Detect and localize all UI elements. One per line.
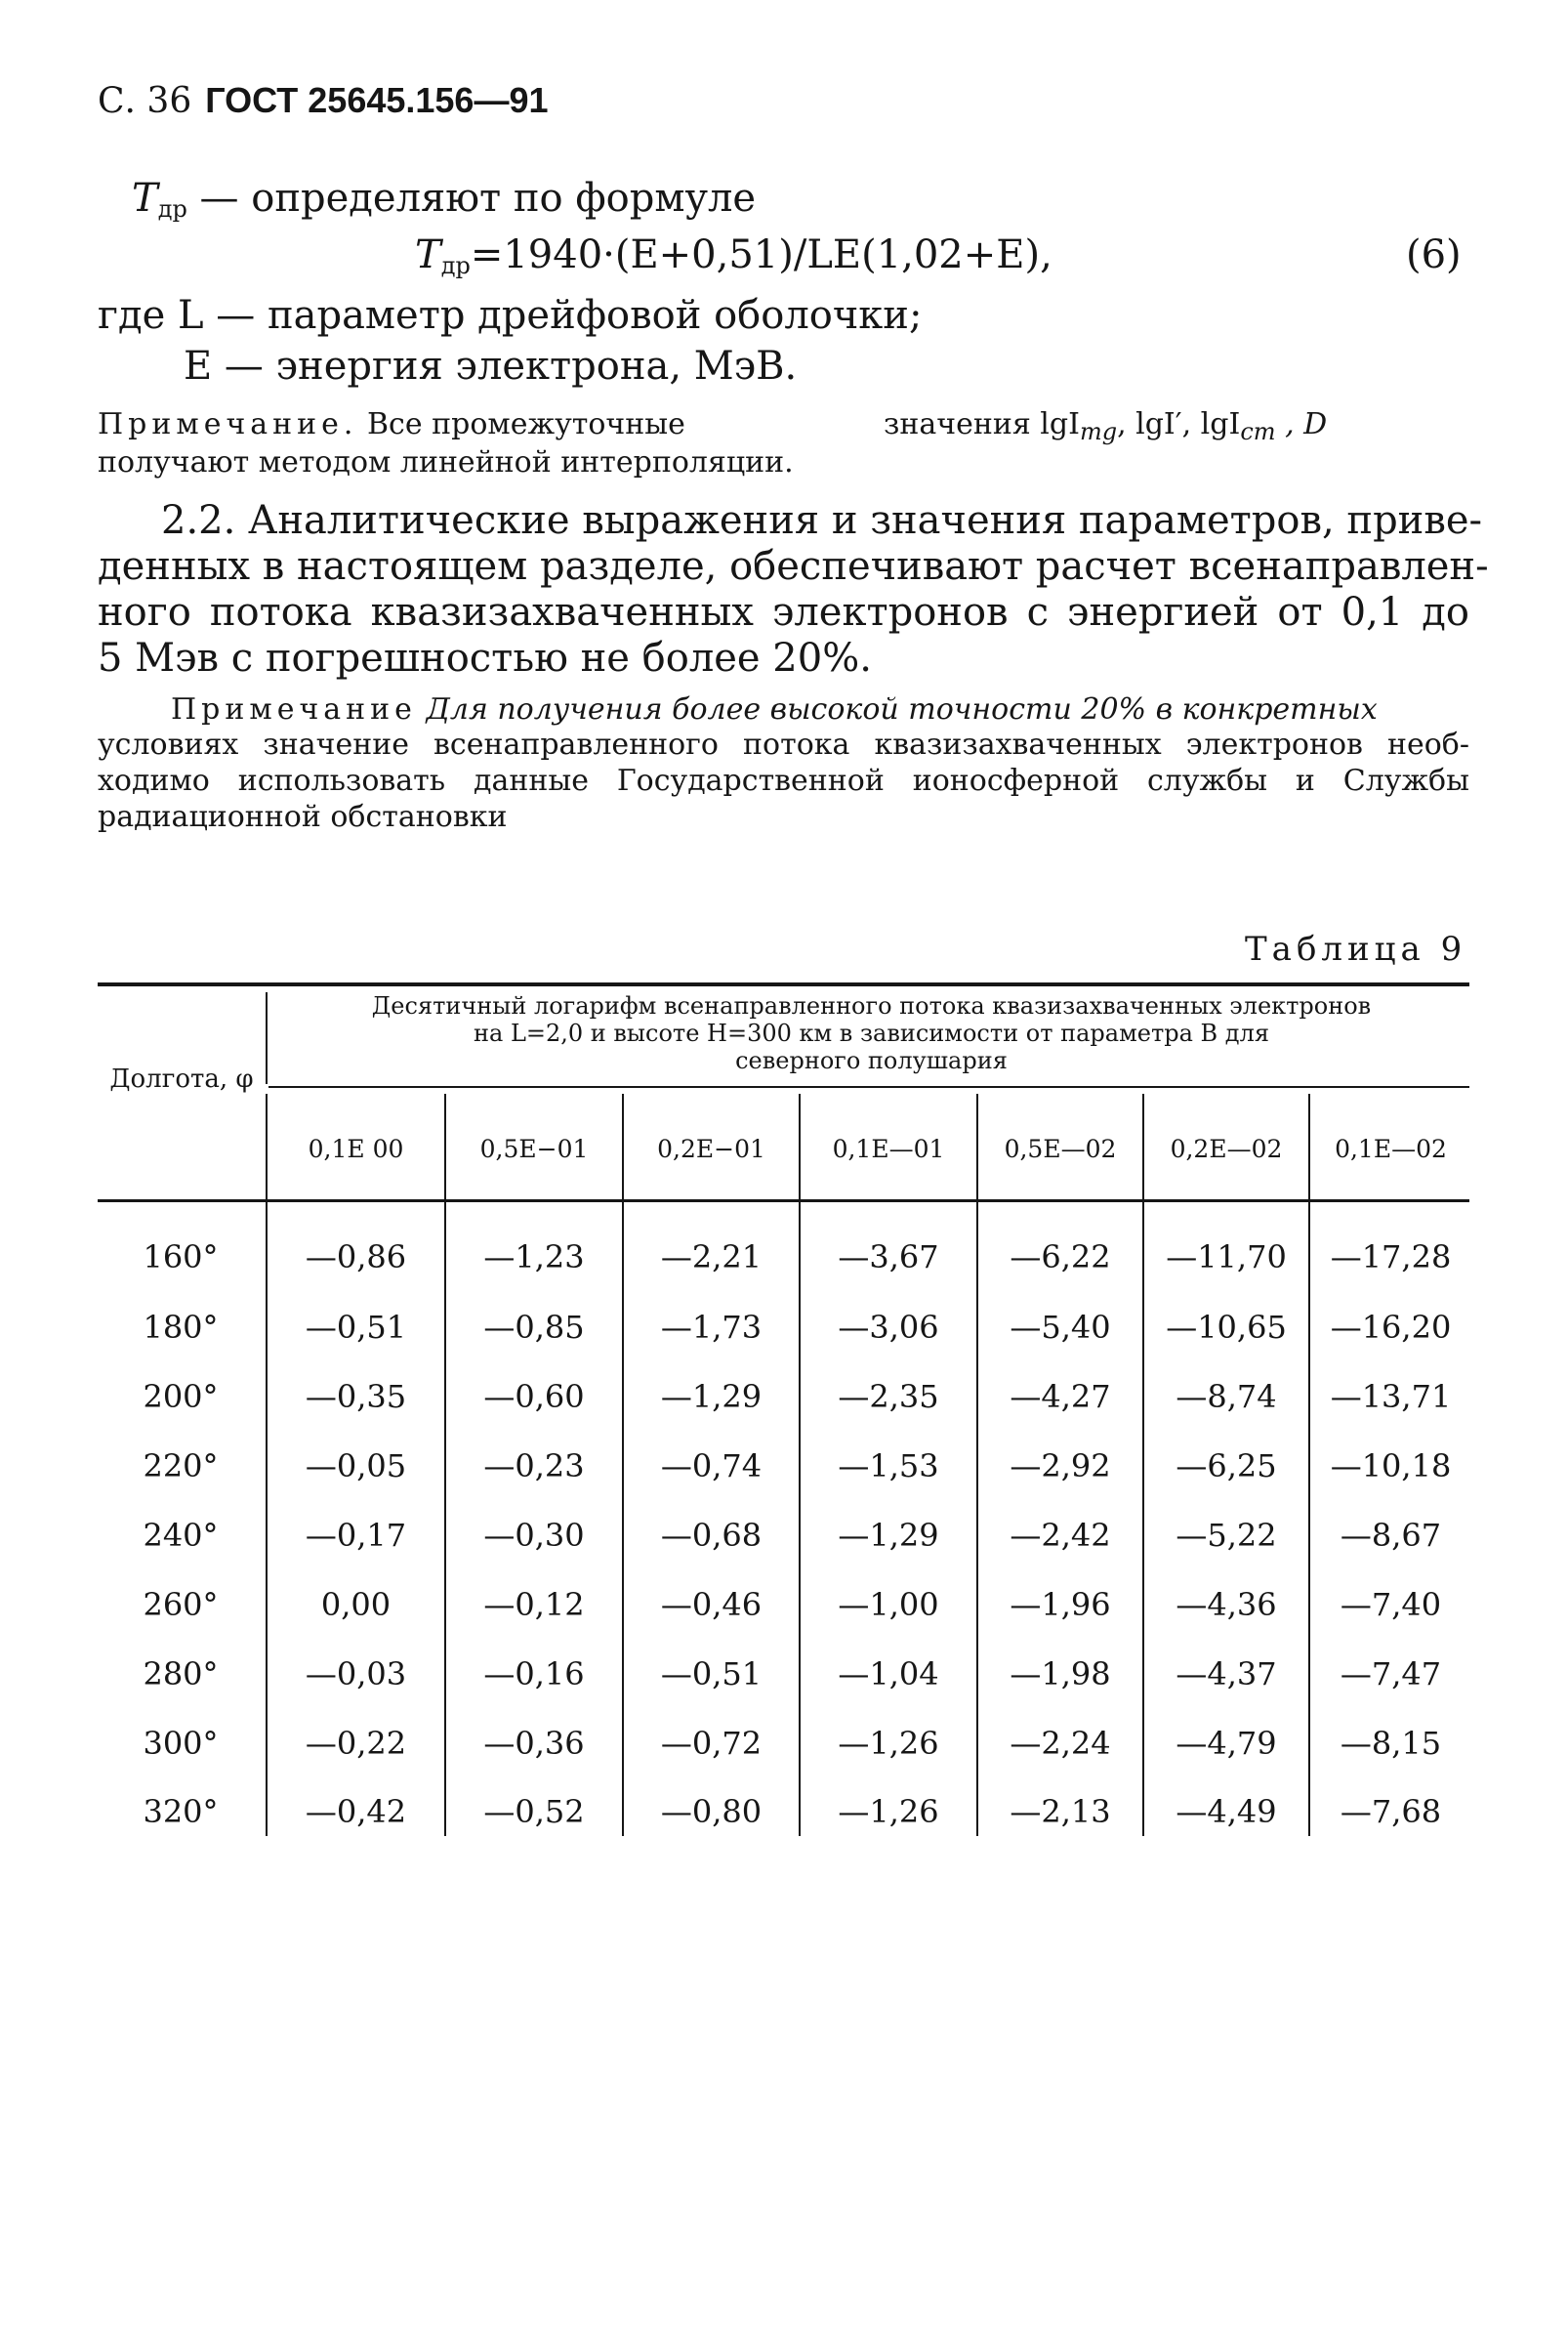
cell: —1,73 [660, 1309, 763, 1346]
para22-line-3: ного потока квазизахваченных электронов с энергией от 0,1 до [98, 590, 1469, 635]
cell: —1,23 [483, 1238, 585, 1275]
note1-values: значения lgI$_{mg}$, lgI′, lgI$_{cm}$ , D [884, 407, 1328, 445]
cell: —0,51 [305, 1309, 407, 1346]
row-lon-200: 200° [143, 1378, 219, 1415]
cell: —7,47 [1340, 1655, 1442, 1692]
standard-code: ГОСТ 25645.156—91 [205, 80, 549, 120]
cell: —5,40 [1010, 1309, 1111, 1346]
cell: —0,12 [483, 1586, 585, 1623]
cell: —2,42 [1010, 1517, 1111, 1554]
cell: —4,37 [1176, 1655, 1277, 1692]
cell: —0,36 [483, 1725, 585, 1762]
cell: —6,22 [1010, 1238, 1111, 1275]
cell: —8,67 [1340, 1517, 1442, 1554]
page-header [98, 80, 549, 121]
cell: —8,15 [1340, 1725, 1442, 1762]
cell: —13,71 [1330, 1378, 1452, 1415]
cell: —1,29 [660, 1378, 763, 1415]
table-vrule-0-top [266, 992, 268, 1084]
cell: —0,60 [483, 1378, 585, 1415]
row-lon-160: 160° [143, 1238, 219, 1275]
formula-6: $T_{др}=1940\cdot(E+0,51)/LE(1,02+E)$, [415, 232, 1052, 279]
group-header-2: на L=2,0 и высоте H=300 км в зависимости от параметра B для [474, 1020, 1269, 1047]
cell: —3,06 [838, 1309, 939, 1346]
note2-line2: условиях значение всенаправленного потока квазизахваченных электронов необ- [98, 728, 1469, 762]
formula-intro: $T_{др}$ — определяют по формуле [132, 176, 757, 223]
para22-line-2: денных в настоящем разделе, обеспечивают расчет всенаправлен- [98, 544, 1489, 589]
group-header-3: северного полушария [735, 1047, 1008, 1074]
where-E: E — энергия электрона, МэВ. [184, 344, 798, 389]
cell: —16,20 [1330, 1309, 1452, 1346]
row-lon-280: 280° [143, 1655, 219, 1692]
cell: —0,03 [305, 1655, 407, 1692]
cell: —0,05 [305, 1447, 407, 1484]
cell: —8,74 [1176, 1378, 1277, 1415]
para22-line-4: 5 Мэв с погрешностью не более 20%. [98, 636, 872, 681]
cell: —1,00 [838, 1586, 939, 1623]
row-lon-300: 300° [143, 1725, 219, 1762]
cell: —0,51 [660, 1655, 763, 1692]
cell: —0,16 [483, 1655, 585, 1692]
cell: 0,00 [320, 1586, 392, 1623]
cell: —7,40 [1340, 1586, 1442, 1623]
where-L: где L — параметр дрейфовой оболочки; [98, 293, 923, 338]
cell: —0,86 [305, 1238, 407, 1275]
col-header-6: 0,2E—02 [1170, 1135, 1283, 1163]
cell: —0,30 [483, 1517, 585, 1554]
col-header-3: 0,2E−01 [657, 1135, 765, 1163]
cell: —7,68 [1340, 1793, 1442, 1830]
row-lon-220: 220° [143, 1447, 219, 1484]
note2-line3: ходимо использовать данные Государственной ионосферной службы и Службы [98, 764, 1469, 798]
cell: —0,35 [305, 1378, 407, 1415]
cell: —2,24 [1010, 1725, 1111, 1762]
para22-line-1: 2.2. Аналитические выражения и значения параметров, приве- [161, 498, 1483, 543]
group-header-1: Десятичный логарифм всенаправленного потока квазизахваченных электронов [371, 992, 1372, 1020]
cell: —1,04 [838, 1655, 939, 1692]
cell: —4,36 [1176, 1586, 1277, 1623]
row-lon-320: 320° [143, 1793, 219, 1830]
note2-label: Примечание [171, 692, 417, 727]
cell: —1,26 [838, 1725, 939, 1762]
table-head-rule [98, 1199, 1469, 1202]
page-number: С. 36 [98, 81, 192, 121]
cell: —1,29 [838, 1517, 939, 1554]
cell: —0,74 [660, 1447, 763, 1484]
cell: —4,79 [1176, 1725, 1277, 1762]
cell: —1,98 [1010, 1655, 1111, 1692]
cell: —4,27 [1010, 1378, 1111, 1415]
cell: —0,72 [660, 1725, 763, 1762]
col-header-5: 0,5E—02 [1004, 1135, 1117, 1163]
cell: —2,13 [1010, 1793, 1111, 1830]
table-group-rule [268, 1086, 1469, 1088]
col-header-2: 0,5E−01 [479, 1135, 589, 1163]
cell: —0,22 [305, 1725, 407, 1762]
note2-line4: радиационной обстановки [98, 800, 508, 834]
cell: —1,26 [838, 1793, 939, 1830]
col-header-1: 0,1E 00 [308, 1135, 404, 1163]
note1-line1: Примечание. Все промежуточные [98, 407, 685, 441]
note2-line1: Примечание Для получения более высокой точности 20% в конкретных [171, 692, 1378, 727]
table-caption: Таблица 9 [1245, 930, 1467, 969]
cell: —6,25 [1176, 1447, 1277, 1484]
row-lon-180: 180° [143, 1309, 219, 1346]
note1-label: Примечание. [98, 407, 358, 441]
cell: —0,52 [483, 1793, 585, 1830]
cell: —2,92 [1010, 1447, 1111, 1484]
cell: —1,96 [1010, 1586, 1111, 1623]
cell: —0,17 [305, 1517, 407, 1554]
cell: —10,65 [1166, 1309, 1287, 1346]
cell: —0,80 [660, 1793, 763, 1830]
table-top-rule [98, 982, 1469, 986]
cell: —17,28 [1330, 1238, 1452, 1275]
cell: —0,85 [483, 1309, 585, 1346]
cell: —0,68 [660, 1517, 763, 1554]
cell: —0,46 [660, 1586, 763, 1623]
note1-line2: получают методом линейной интерполяции. [98, 445, 794, 480]
cell: —3,67 [838, 1238, 939, 1275]
cell: —2,35 [838, 1378, 939, 1415]
col-header-7: 0,1E—02 [1335, 1135, 1447, 1163]
formula-number: (6) [1406, 232, 1462, 277]
row-lon-240: 240° [143, 1517, 219, 1554]
row-header-longitude: Долгота, φ [109, 1065, 254, 1094]
cell: —10,18 [1330, 1447, 1452, 1484]
cell: —5,22 [1176, 1517, 1277, 1554]
cell: —2,21 [660, 1238, 763, 1275]
row-lon-260: 260° [143, 1586, 219, 1623]
col-header-4: 0,1E—01 [832, 1135, 945, 1163]
cell: —11,70 [1166, 1238, 1287, 1275]
cell: —1,53 [838, 1447, 939, 1484]
cell: —0,42 [305, 1793, 407, 1830]
cell: —0,23 [483, 1447, 585, 1484]
cell: —4,49 [1176, 1793, 1277, 1830]
